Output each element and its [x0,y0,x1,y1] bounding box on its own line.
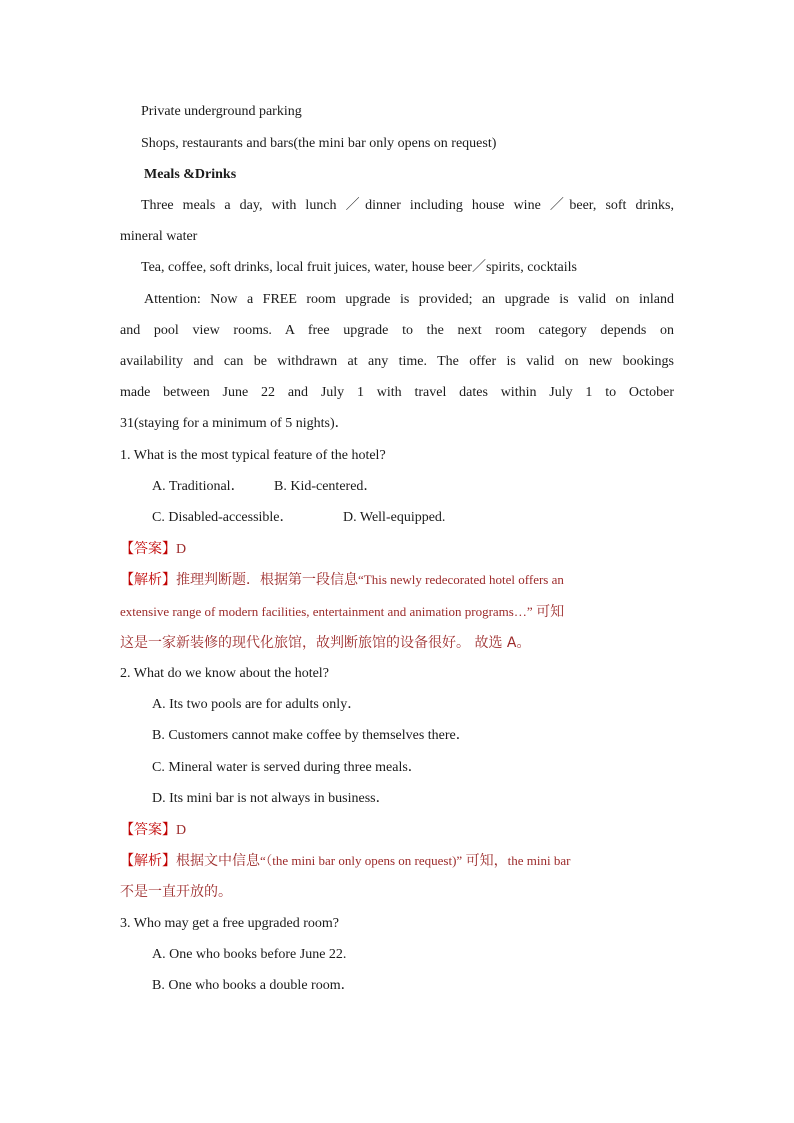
meals-line-1-cont: mineral water [120,229,198,244]
answer-value: D [176,823,187,838]
answer-tag: 【答案】 [120,822,176,838]
q2-answer [120,820,674,841]
q2-analysis-line-1: 【解析】根据文中信息“（the mini bar only opens on request)” 可知，the mini bar [120,853,571,869]
attention-line-3: availability and can be withdrawn at any time. The offer is valid on new bookings [120,354,674,369]
analysis-tag: 【解析】 [120,572,176,588]
q1-analysis-line-3: 这是一家新装修的现代化旅馆，故判断旅馆的设备很好。 故选 A。 [120,635,531,651]
attention-line-2: and pool view rooms. A free upgrade to the next room category depends on [120,323,674,338]
q1-options-row-1 [152,477,674,497]
answer-value: D [176,542,187,557]
q2-option-b: B. Customers cannot make coffee by themselves there． [152,728,470,743]
q1-analysis-line-1: 【解析】推理判断题．根据第一段信息“This newly redecorated hotel offers an [120,572,564,588]
question-2: 2. What do we know about the hotel? [120,666,329,681]
q2-option-a: A. Its two pools are for adults only． [152,697,362,712]
q1-options-row-2 [152,508,674,528]
attention-line-4: made between June 22 and July 1 with travel dates within July 1 to October [120,385,674,400]
answer-tag: 【答案】 [120,541,176,557]
q1-option-a: A. Traditional． [152,479,245,494]
q2-option-c: C. Mineral water is served during three meals． [152,760,422,775]
q1-option-b: B. Kid-centered． [274,479,378,494]
q1-answer [120,539,674,560]
facility-shops: Shops, restaurants and bars(the mini bar only opens on request) [141,136,497,151]
meals-line-2: Tea, coffee, soft drinks, local fruit juices, water, house beer／spirits, cocktails [141,260,577,275]
q2-analysis-line-2: 不是一直开放的。 [120,884,232,900]
q1-option-d: D. Well-equipped. [343,510,446,525]
q2-option-d: D. Its mini bar is not always in business． [152,791,390,806]
question-1: 1. What is the most typical feature of the hotel? [120,448,386,463]
section-heading-meals: Meals &Drinks [144,167,237,182]
analysis-tag: 【解析】 [120,853,176,869]
meals-line-1: Three meals a day, with lunch ／dinner including house wine ／beer, soft drinks, [141,198,674,213]
q1-option-c: C. Disabled-accessible． [152,510,294,525]
attention-line-5: 31(staying for a minimum of 5 nights)． [120,416,349,431]
q1-analysis-line-2: extensive range of modern facilities, entertainment and animation programs…” 可知 [120,604,565,620]
attention-line-1: Attention: Now a FREE room upgrade is provided; an upgrade is valid on inland [144,292,674,307]
question-3: 3. Who may get a free upgraded room? [120,916,339,931]
q3-option-a: A. One who books before June 22. [152,947,347,962]
facility-parking: Private underground parking [141,104,302,119]
q3-option-b: B. One who books a double room． [152,978,355,993]
